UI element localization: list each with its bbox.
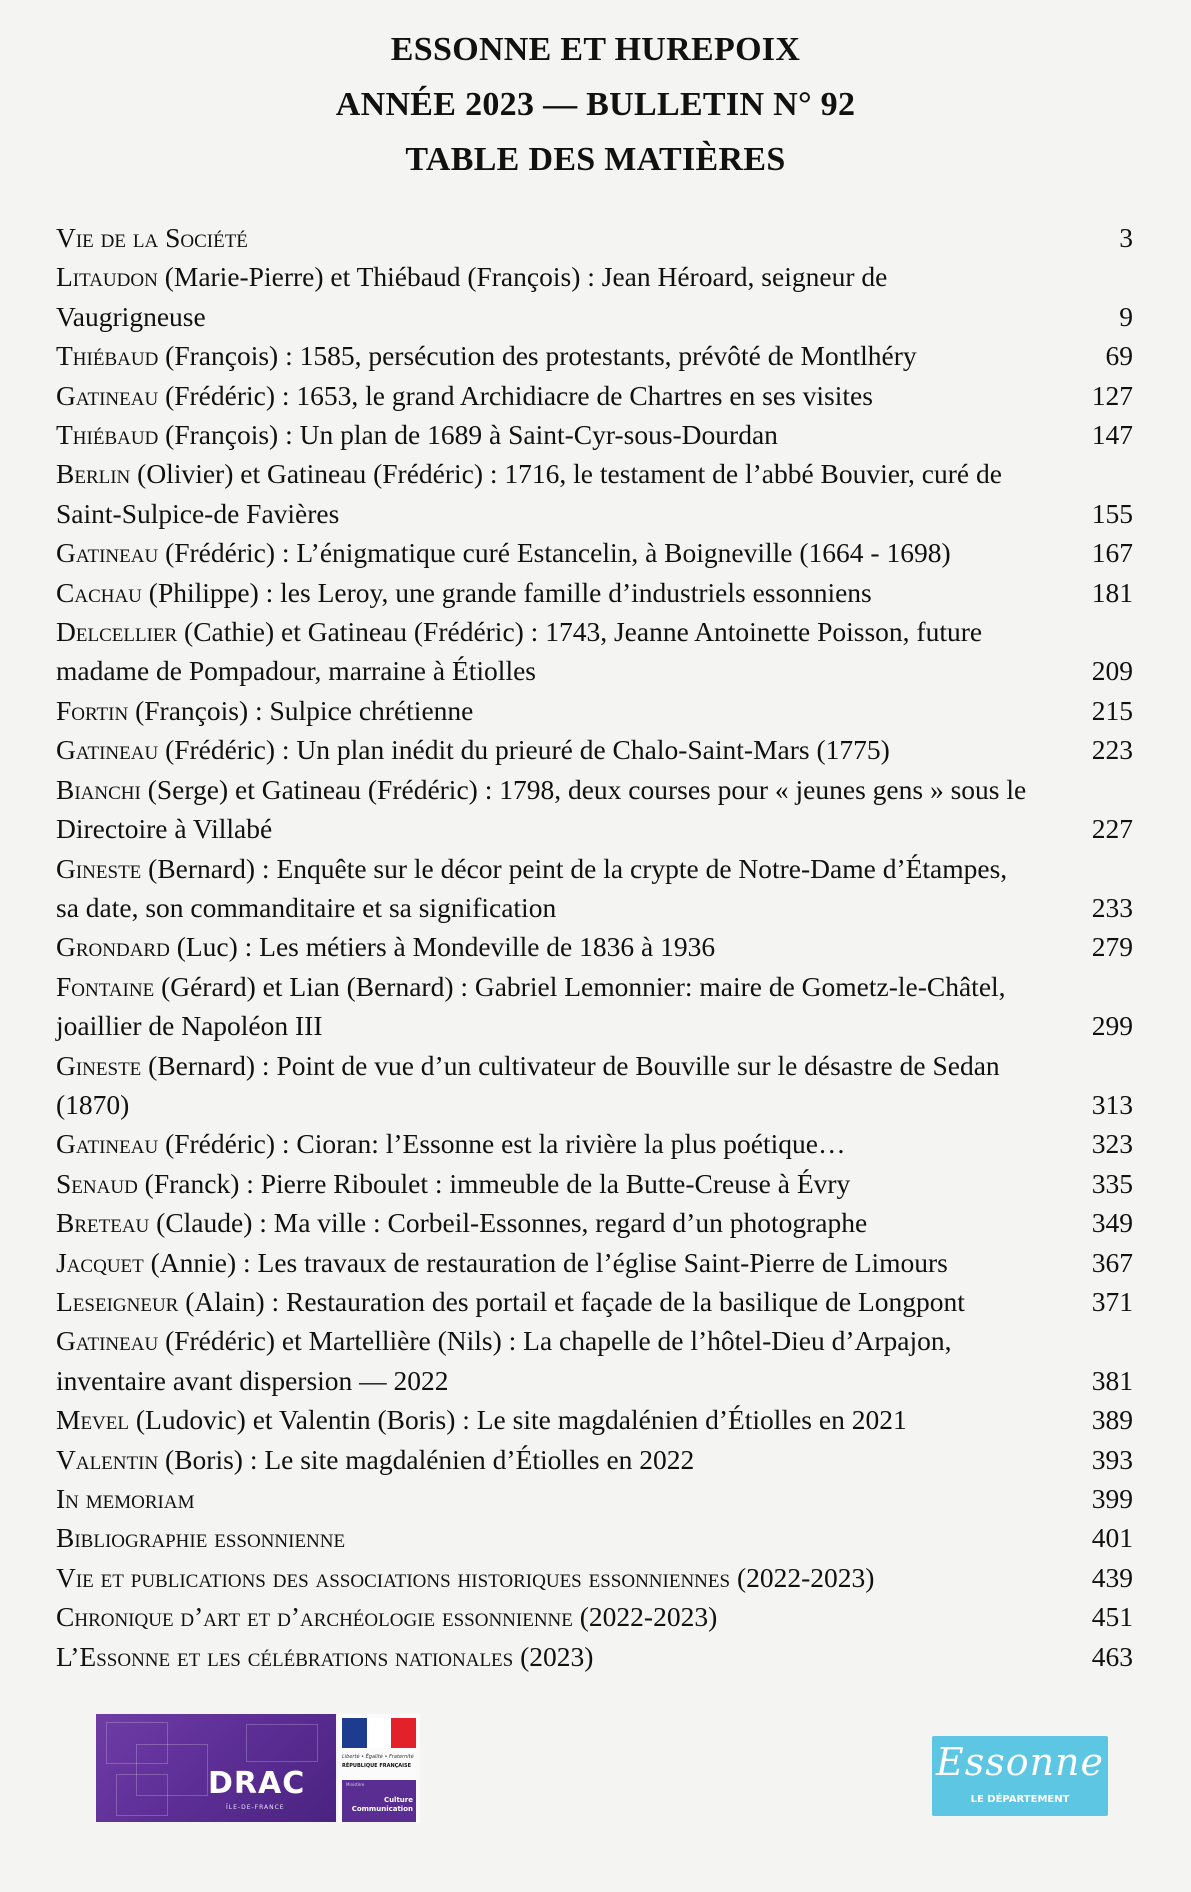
toc-entry	[56, 1164, 1133, 1203]
toc-entry-lead: Fortin	[56, 694, 129, 726]
toc-entry-title	[56, 218, 1133, 257]
toc-entry	[56, 573, 1133, 612]
toc-entry	[56, 257, 1133, 336]
toc-entry-rest: (Olivier) et Gatineau (Frédéric) : 1716, le testament de l’abbé Bouvier, curé de Saint-Sulpice-de Favières	[56, 458, 1002, 529]
toc-entry-title	[56, 612, 1133, 691]
toc-entry-lead: Jacquet	[56, 1246, 144, 1278]
toc-entry-title	[56, 415, 1133, 454]
toc-entry-rest: (Frédéric) : L’énigmatique curé Estancelin, à Boigneville (1664 - 1698)	[158, 537, 951, 569]
toc-entry-lead: Thiébaud	[56, 419, 159, 451]
toc-entry-title	[56, 1243, 1133, 1282]
toc-entry-rest: (Boris) : Le site magdalénien d’Étiolles en 2022	[158, 1443, 695, 1475]
toc-entry-title	[56, 1558, 1133, 1597]
toc-page-number: 313	[1091, 1088, 1133, 1120]
toc-entry-rest: (Franck) : Pierre Riboulet : immeuble de la Butte-Creuse à Évry	[137, 1167, 851, 1199]
toc-entry	[56, 770, 1133, 849]
toc-entry-title	[56, 770, 1133, 849]
toc-entry-title	[56, 1164, 1133, 1203]
toc-entry-rest: (Frédéric) et Martellière (Nils) : La chapelle de l’hôtel-Dieu d’Arpajon, inventaire avant dispersion — 2022	[56, 1325, 952, 1396]
toc-entry	[56, 1203, 1133, 1242]
toc-page-number: 381	[1091, 1364, 1133, 1396]
toc-entry	[56, 1518, 1133, 1557]
toc-entry-lead: Gatineau	[56, 734, 159, 766]
toc-entry	[56, 849, 1133, 928]
toc-page-number: 451	[1091, 1601, 1133, 1633]
toc-entry-title	[56, 1124, 1133, 1163]
toc-page-number: 3	[1119, 222, 1133, 253]
toc-entry-rest: (Marie-Pierre) et Thiébaud (François) : Jean Héroard, seigneur de Vaugrigneuse	[56, 261, 888, 332]
toc-page-number: 323	[1091, 1128, 1133, 1160]
toc-entry-title	[56, 454, 1133, 533]
flag-icon	[342, 1718, 416, 1748]
toc-entry-title	[56, 1046, 1133, 1125]
logo-bar	[0, 1714, 1191, 1824]
toc-page-number: 209	[1091, 655, 1133, 687]
toc-entry-lead: Gatineau	[56, 1128, 159, 1160]
drac-region: ÎLE-DE-FRANCE	[226, 1804, 285, 1811]
toc-entry	[56, 1321, 1133, 1400]
rf-name: RÉPUBLIQUE FRANÇAISE	[342, 1763, 412, 1769]
toc-entry	[56, 336, 1133, 375]
toc-entry-lead: Leseigneur	[56, 1285, 179, 1317]
bulletin-line: ANNÉE 2023 — BULLETIN N° 92	[335, 86, 856, 123]
toc-entry-title	[56, 1518, 1133, 1557]
toc-entry-lead: Gatineau	[56, 379, 159, 411]
toc-page-number: 181	[1091, 576, 1133, 608]
toc-entry-rest: (2023)	[513, 1640, 594, 1672]
toc-entry-lead: Senaud	[56, 1167, 138, 1199]
toc-page-number: 335	[1091, 1167, 1133, 1199]
toc-entry-lead: Breteau	[56, 1207, 150, 1239]
toc-entry-rest: (Annie) : Les travaux de restauration de l’église Saint-Pierre de Limours	[143, 1246, 948, 1278]
republique-francaise-logo	[338, 1714, 420, 1822]
toc-entry-rest: (Bernard) : Enquête sur le décor peint de la crypte de Notre-Dame d’Étampes, sa date, son commanditaire et sa signification	[56, 852, 1008, 923]
toc-entry	[56, 415, 1133, 454]
page-header	[0, 22, 1191, 187]
toc-entry	[56, 1400, 1133, 1439]
toc-entry-title	[56, 1479, 1133, 1518]
toc-entry-title	[56, 849, 1133, 928]
ministry-label: Ministère	[346, 1782, 365, 1787]
toc-entry-title	[56, 1597, 1133, 1636]
toc-page-number: 227	[1091, 813, 1133, 845]
toc-page-number: 401	[1091, 1522, 1133, 1554]
toc-entry	[56, 1282, 1133, 1321]
toc-entry-title	[56, 533, 1133, 572]
toc-entry	[56, 730, 1133, 769]
toc-entry-rest: (Philippe) : les Leroy, une grande famille d’industriels essonniens	[141, 576, 872, 608]
toc-entry-lead: Berlin	[56, 458, 131, 490]
toc-page-number: 69	[1105, 340, 1133, 372]
toc-entry-lead: Thiébaud	[56, 340, 159, 372]
toc-entry-rest: (Luc) : Les métiers à Mondeville de 1836 à 1936	[169, 931, 716, 963]
toc-entry-rest: (François) : 1585, persécution des protestants, prévôté de Montlhéry	[158, 340, 917, 372]
toc-entry-lead: Gineste	[56, 852, 142, 884]
toc-entry-lead: In memoriam	[56, 1483, 195, 1514]
toc-page-number: 167	[1091, 537, 1133, 569]
toc-entry-title	[56, 1321, 1133, 1400]
toc-entry-rest: (Cathie) et Gatineau (Frédéric) : 1743, Jeanne Antoinette Poisson, future madame de Pompadour, marraine à Étiolles	[56, 616, 983, 687]
toc-entry-lead: Gatineau	[56, 537, 159, 569]
toc-page-number: 393	[1091, 1443, 1133, 1475]
toc-page-number: 389	[1091, 1404, 1133, 1436]
toc-entry	[56, 967, 1133, 1046]
toc-entry-rest: (2022-2023)	[572, 1601, 718, 1633]
toc-page-number: 223	[1091, 734, 1133, 766]
toc-entry	[56, 533, 1133, 572]
toc-entry-title	[56, 1282, 1133, 1321]
toc-page-number: 349	[1091, 1207, 1133, 1239]
table-of-contents	[56, 218, 1133, 1676]
toc-entry-title	[56, 257, 1133, 336]
toc-entry-title	[56, 691, 1133, 730]
toc-entry-title	[56, 927, 1133, 966]
toc-entry-title	[56, 336, 1133, 375]
toc-entry-lead: Fontaine	[56, 970, 155, 1002]
toc-page-number: 279	[1091, 931, 1133, 963]
toc-entry	[56, 1243, 1133, 1282]
toc-entry-lead: L’Essonne et les célébrations nationales	[56, 1640, 514, 1672]
toc-entry	[56, 1479, 1133, 1518]
toc-page-number: 127	[1091, 379, 1133, 411]
toc-entry	[56, 1637, 1133, 1676]
toc-entry-title	[56, 1637, 1133, 1676]
toc-entry-lead: Gineste	[56, 1049, 142, 1081]
journal-title: ESSONNE ET HUREPOIX	[390, 31, 801, 68]
toc-entry-rest: (François) : Sulpice chrétienne	[128, 694, 474, 726]
toc-entry-lead: Litaudon	[56, 261, 158, 293]
toc-entry-title	[56, 967, 1133, 1046]
culture-label: Culture Communication	[351, 1796, 413, 1813]
toc-page-number: 399	[1091, 1483, 1133, 1514]
toc-entry-title	[56, 1203, 1133, 1242]
toc-entry	[56, 376, 1133, 415]
toc-entry	[56, 454, 1133, 533]
toc-page-number: 215	[1091, 694, 1133, 726]
toc-entry-rest: (Gérard) et Lian (Bernard) : Gabriel Lemonnier: maire de Gometz-le-Châtel, joaillier de Napoléon III	[56, 970, 1006, 1042]
toc-entry	[56, 612, 1133, 691]
toc-page-number: 463	[1091, 1640, 1133, 1672]
toc-entry-rest: (Alain) : Restauration des portail et façade de la basilique de Longpont	[178, 1285, 965, 1317]
toc-entry-lead: Chronique d’art et d’archéologie essonnienne	[56, 1601, 573, 1633]
toc-entry-title	[56, 1440, 1133, 1479]
drac-wordmark: DRAC	[208, 1766, 306, 1801]
toc-entry-lead: Delcellier	[56, 616, 178, 648]
toc-entry	[56, 1124, 1133, 1163]
toc-entry-rest: (Bernard) : Point de vue d’un cultivateur de Bouville sur le désastre de Sedan (1870)	[56, 1049, 1000, 1120]
toc-page-number: 147	[1091, 419, 1133, 451]
toc-entry	[56, 927, 1133, 966]
toc-entry-lead: Vie et publications des associations historiques essonniennes	[56, 1561, 731, 1593]
toc-page-number: 233	[1091, 891, 1133, 923]
toc-entry	[56, 691, 1133, 730]
rf-motto: Liberté • Égalité • Fraternité	[342, 1754, 414, 1760]
toc-entry-title	[56, 376, 1133, 415]
toc-page-number: 367	[1091, 1246, 1133, 1278]
toc-entry-rest: (2022-2023)	[730, 1561, 875, 1593]
toc-entry-lead: Bianchi	[56, 773, 141, 805]
toc-entry-title	[56, 573, 1133, 612]
toc-entry-lead: Vie de la Société	[56, 222, 248, 253]
essonne-departement-logo	[932, 1736, 1108, 1816]
toc-page-number: 439	[1091, 1561, 1133, 1593]
toc-entry-lead: Cachau	[56, 576, 142, 608]
toc-entry-lead: Mevel	[56, 1404, 129, 1436]
essonne-wordmark: Essonne	[935, 1740, 1105, 1784]
toc-entry-rest: (Frédéric) : 1653, le grand Archidiacre de Chartres en ses visites	[158, 379, 873, 411]
toc-entry-lead: Bibliographie essonnienne	[56, 1522, 346, 1554]
toc-entry	[56, 1597, 1133, 1636]
drac-logo	[96, 1714, 336, 1822]
toc-heading: TABLE DES MATIÈRES	[405, 141, 786, 178]
toc-entry	[56, 1046, 1133, 1125]
culture-band	[342, 1780, 416, 1822]
toc-page-number: 371	[1091, 1285, 1133, 1317]
toc-page-number: 9	[1119, 300, 1133, 332]
toc-entry	[56, 1558, 1133, 1597]
toc-entry-rest: (Frédéric) : Un plan inédit du prieuré de Chalo-Saint-Mars (1775)	[158, 734, 890, 766]
toc-entry-rest: (François) : Un plan de 1689 à Saint-Cyr-sous-Dourdan	[158, 419, 778, 451]
toc-entry-lead: Grondard	[56, 931, 170, 963]
toc-entry-title	[56, 1400, 1133, 1439]
departement-label: LE DÉPARTEMENT	[970, 1794, 1070, 1805]
toc-entry-rest: (Serge) et Gatineau (Frédéric) : 1798, deux courses pour « jeunes gens » sous le Directoire à Villabé	[56, 773, 1027, 845]
toc-entry-lead: Gatineau	[56, 1325, 159, 1357]
toc-page-number: 155	[1091, 497, 1133, 529]
toc-entry-rest: (Ludovic) et Valentin (Boris) : Le site magdalénien d’Étiolles en 2021	[129, 1404, 907, 1436]
toc-entry-rest: (Frédéric) : Cioran: l’Essonne est la rivière la plus poétique…	[158, 1128, 846, 1160]
toc-entry-rest: (Claude) : Ma ville : Corbeil-Essonnes, regard d’un photographe	[149, 1207, 868, 1239]
toc-page-number: 299	[1091, 1010, 1133, 1042]
toc-entry	[56, 218, 1133, 257]
toc-entry	[56, 1440, 1133, 1479]
toc-entry-lead: Valentin	[56, 1443, 159, 1475]
toc-entry-title	[56, 730, 1133, 769]
